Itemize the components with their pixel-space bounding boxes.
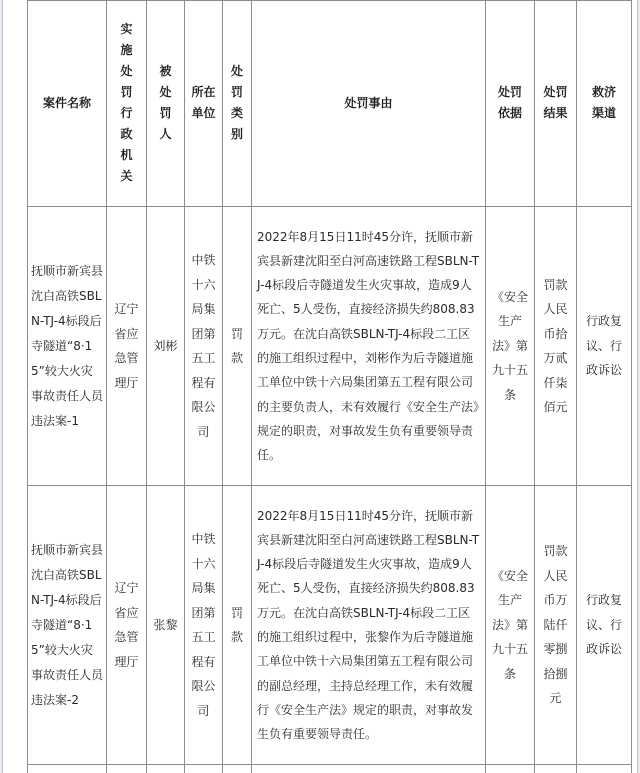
cell-empty (486, 765, 535, 773)
cell-agency: 辽宁省应急管理厅 (107, 486, 147, 765)
cell-result: 罚款人民币万陆仟零捌拾捌元 (535, 486, 577, 765)
header-agency: 实施处罚行政机关 (107, 1, 147, 207)
header-person: 被处罚人 (147, 1, 185, 207)
cell-case-name: 抚顺市新宾县沈白高铁SBLN-TJ-4标段后寺隧道“8·15”较大火灾事故责任人员违法案-1 (28, 207, 107, 486)
cell-empty (185, 765, 223, 773)
header-reason: 处罚事由 (252, 1, 486, 207)
cell-unit: 中铁十六局集团第五工程有限公司 (185, 207, 223, 486)
cell-remedy: 行政复议、行政诉讼 (577, 207, 632, 486)
cell-person: 张黎 (147, 486, 185, 765)
table-header-row (28, 1, 632, 207)
header-category: 处罚类别 (223, 1, 252, 207)
header-result: 处罚结果 (535, 1, 577, 207)
cell-empty (147, 765, 185, 773)
cell-unit: 中铁十六局集团第五工程有限公司 (185, 486, 223, 765)
cell-empty (28, 765, 107, 773)
cell-remedy: 行政复议、行政诉讼 (577, 486, 632, 765)
table-row-partial (28, 765, 632, 773)
cell-person: 刘彬 (147, 207, 185, 486)
page-frame (2, 0, 638, 773)
cell-reason: 2022年8月15日11时45分许，抚顺市新宾县新建沈阳至白河高速铁路工程SBLN-TJ-4标段后寺隧道发生火灾事故，造成9人死亡、5人受伤，直接经济损失约808.83万元。在沈白高铁SBLN-TJ-4标段二工区的施工组织过程中，刘彬作为后寺隧道施工单位中铁十六局集团第五工程有限公司的主要负责人，未有效履行《安全生产法》规定的职责，对事故发生负有重要领导责任。 (252, 207, 486, 486)
cell-empty (252, 765, 486, 773)
cell-basis: 《安全生产法》第九十五条 (486, 207, 535, 486)
cell-empty (535, 765, 577, 773)
header-remedy: 救济渠道 (577, 1, 632, 207)
cell-empty (107, 765, 147, 773)
header-unit: 所在单位 (185, 1, 223, 207)
cell-empty (577, 765, 632, 773)
cell-basis: 《安全生产法》第九十五条 (486, 486, 535, 765)
table-row (28, 486, 632, 765)
table-row (28, 207, 632, 486)
penalty-table (27, 0, 632, 773)
cell-category: 罚款 (223, 486, 252, 765)
cell-category: 罚款 (223, 207, 252, 486)
cell-empty (223, 765, 252, 773)
cell-agency: 辽宁省应急管理厅 (107, 207, 147, 486)
header-case-name: 案件名称 (28, 1, 107, 207)
header-basis: 处罚依据 (486, 1, 535, 207)
cell-reason: 2022年8月15日11时45分许，抚顺市新宾县新建沈阳至白河高速铁路工程SBLN-TJ-4标段后寺隧道发生火灾事故，造成9人死亡、5人受伤，直接经济损失约808.83万元。在沈白高铁SBLN-TJ-4标段二工区的施工组织过程中，张黎作为后寺隧道施工单位中铁十六局集团第五工程有限公司的副总经理，主持总经理工作，未有效履行《安全生产法》规定的职责，对事故发生负有重要领导责任。 (252, 486, 486, 765)
cell-case-name: 抚顺市新宾县沈白高铁SBLN-TJ-4标段后寺隧道“8·15”较大火灾事故责任人员违法案-2 (28, 486, 107, 765)
cell-result: 罚款人民币拾万贰仟柒佰元 (535, 207, 577, 486)
